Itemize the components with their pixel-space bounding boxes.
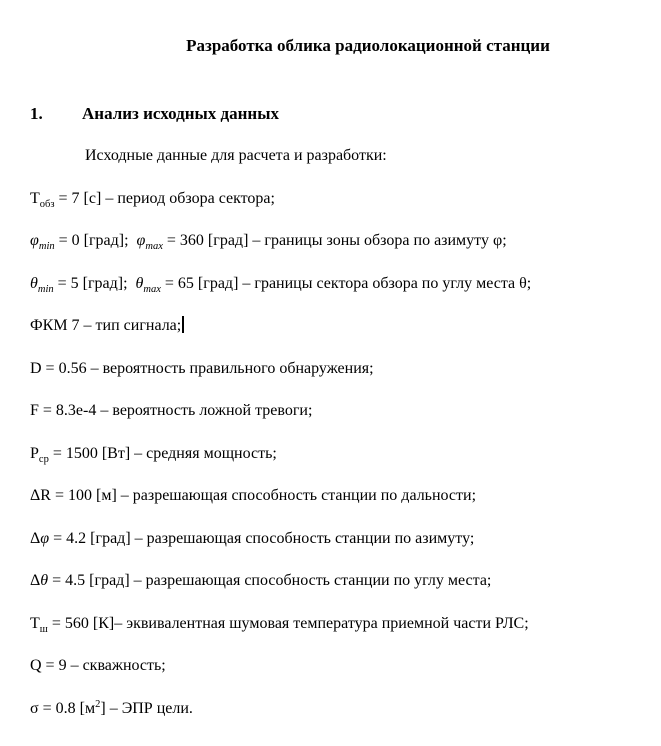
- parameter-line[interactable]: $Т_{обз} = 7$ [с] – период обзора сектора;: [30, 189, 275, 210]
- parameter-line[interactable]: Δφ = 4.2 [град] – разрешающая способность станции по азимуту;: [30, 529, 475, 547]
- parameter-line[interactable]: F = 8.3e-4 – вероятность ложной тревоги;: [30, 402, 313, 419]
- document-title[interactable]: Разработка облика радиолокационной станции: [186, 36, 550, 55]
- parameter-line[interactable]: Δθ = 4.5 [град] – разрешающая способность станции по углу места;: [30, 572, 492, 589]
- section-heading-label: Анализ исходных данных: [82, 104, 279, 123]
- section-heading[interactable]: [30, 104, 631, 124]
- parameter-line[interactable]: $Р_{ср} = 1500$ [Вт] – средняя мощность;: [30, 444, 277, 465]
- parameter-line[interactable]: $\varphi_{min} = 0$ [град]; $\varphi_{max} = 360$ [град] – границы зоны обзора по азимуту φ;: [30, 232, 507, 252]
- parameter-line[interactable]: σ = 0.8 $[м^2]$ – ЭПР цели.: [30, 698, 193, 717]
- parameter-list: [30, 189, 631, 719]
- text-cursor: [182, 316, 184, 333]
- parameter-line[interactable]: ΔR = 100 [м] – разрешающая способность станции по дальности;: [30, 487, 477, 504]
- parameter-line[interactable]: Q = 9 – скважность;: [30, 657, 166, 674]
- parameter-line[interactable]: ФКМ 7 – тип сигнала;: [30, 316, 631, 336]
- section-number: 1.: [30, 104, 43, 123]
- parameter-line[interactable]: D = 0.56 – вероятность правильного обнаружения;: [30, 359, 374, 377]
- intro-line[interactable]: Исходные данные для расчета и разработки:: [85, 147, 387, 164]
- parameter-line[interactable]: $\theta_{min} = 5$ [град]; $\theta_{max} = 65$ [град] – границы сектора обзора по углу места θ;: [30, 274, 532, 295]
- parameter-line[interactable]: $Т_ш = 560$ [К]– эквивалентная шумовая температура приемной части РЛС;: [30, 614, 529, 635]
